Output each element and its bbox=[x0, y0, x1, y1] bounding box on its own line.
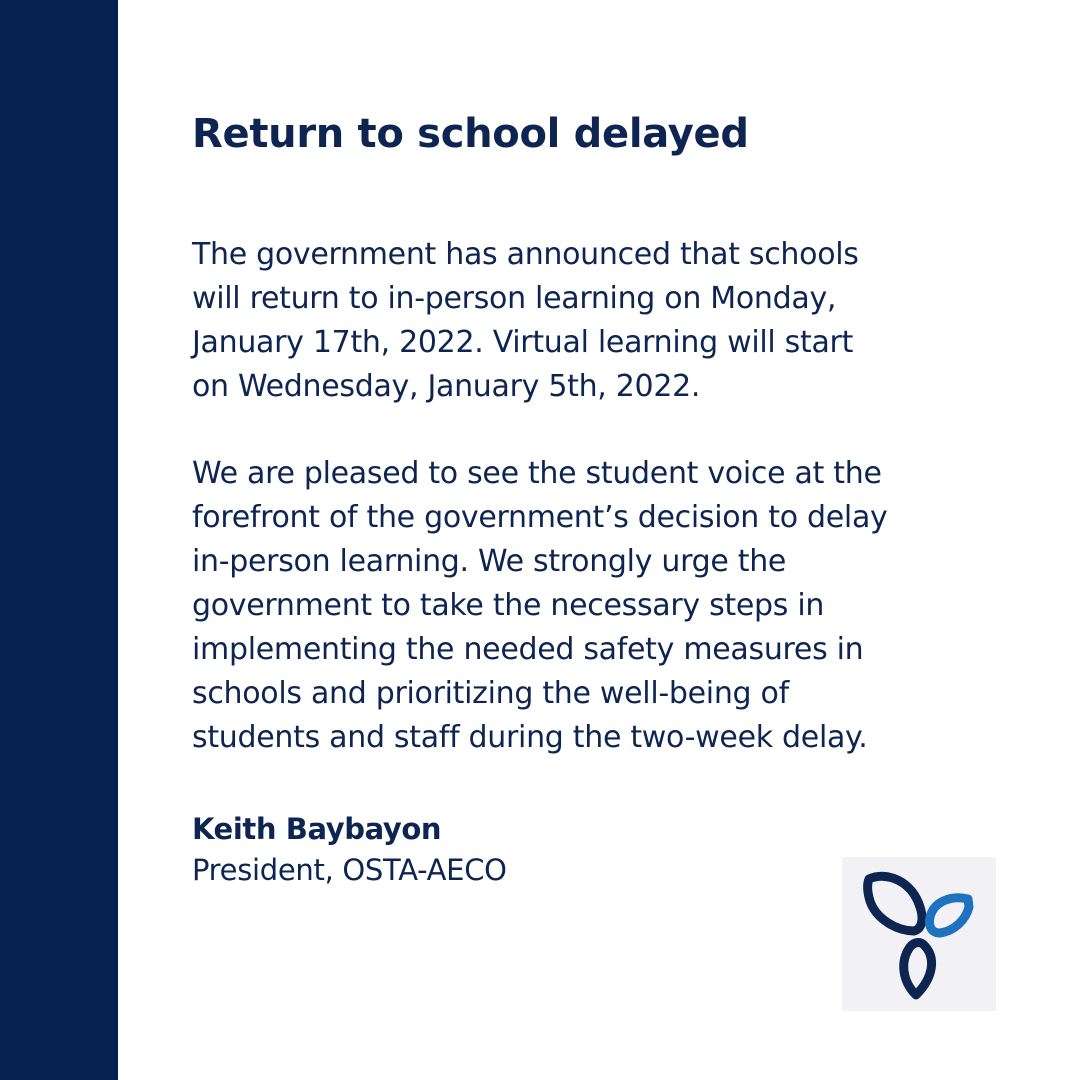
logo-petal-left bbox=[868, 876, 922, 931]
logo-petal-bottom bbox=[904, 943, 932, 995]
organization-logo bbox=[842, 857, 996, 1011]
logo-petal-right bbox=[929, 898, 969, 933]
announcement-paragraph: The government has announced that schools will return to in-person learning on Monday, January 17th, 2022. Virtual learning will start on Wednesday, January 5th, 2022. bbox=[192, 237, 859, 404]
three-petal-logo-icon bbox=[842, 857, 996, 1011]
signature-name: Keith Baybayon bbox=[192, 812, 442, 846]
signature-role: President, OSTA-AECO bbox=[192, 853, 507, 887]
statement-paragraph: We are pleased to see the student voice at the forefront of the government’s decision to delay in-person learning. We strongly urge the government to take the necessary steps in implementing the needed safety measures in schools and prioritizing the well-being of students and staff during the two-week delay. bbox=[192, 456, 888, 755]
side-accent-bar bbox=[0, 0, 118, 1080]
page-title: Return to school delayed bbox=[192, 111, 749, 157]
